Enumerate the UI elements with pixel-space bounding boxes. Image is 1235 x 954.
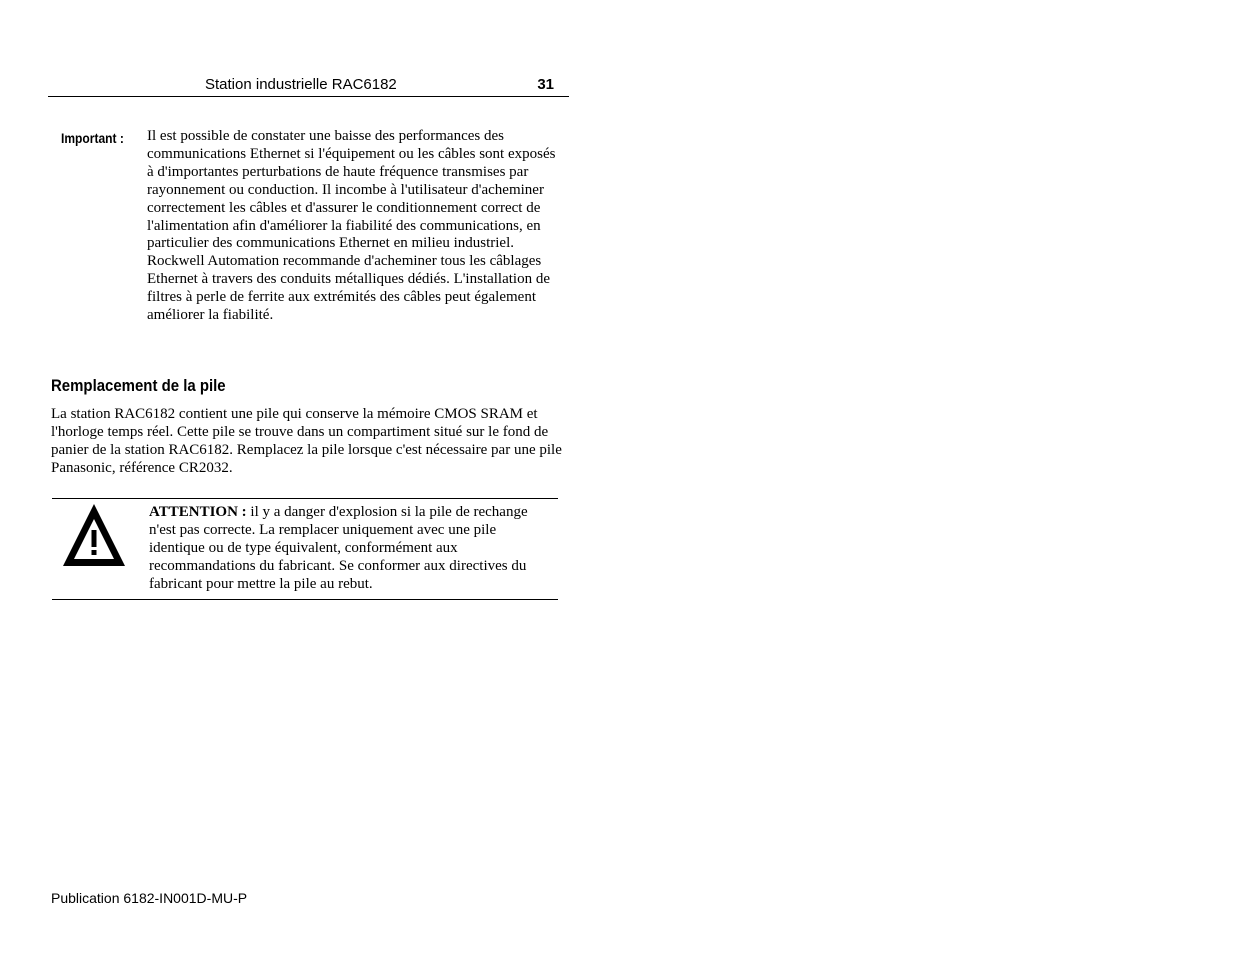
publication-footer: Publication 6182-IN001D-MU-P	[51, 890, 248, 906]
warning-triangle-icon	[61, 502, 127, 568]
important-label: Important :	[61, 130, 124, 146]
attention-box	[52, 498, 558, 600]
attention-message: il y a danger d'explosion si la pile de rechange n'est pas correcte. La remplacer uniquement avec une pile identique ou de type équivalent, conformément aux recommandations du fabricant. Se conformer aux directives du fabricant pour mettre la pile au rebut.	[149, 504, 528, 592]
attention-label: ATTENTION :	[149, 504, 247, 520]
section-body-text: La station RAC6182 contient une pile qui conserve la mémoire CMOS SRAM et l'horloge temps réel. Cette pile se trouve dans un compartiment situé sur le fond de panier de la station RAC6182. Remplacez la pile lorsque c'est nécessaire par une pile Panasonic, référence CR2032.	[51, 406, 562, 476]
attention-text	[149, 503, 554, 593]
header-title: Station industrielle RAC6182	[205, 76, 397, 93]
important-text: Il est possible de constater une baisse des performances des communications Ethernet si l'équipement ou les câbles sont exposés à d'importantes perturbations de haute fréquence transmises par rayonnement ou conduction. Il incombe à l'utilisateur d'acheminer correctement les câbles et d'assurer le conditionnement correct de l'alimentation afin d'améliorer la fiabilité des communications, en particulier des communications Ethernet en milieu industriel. Rockwell Automation recommande d'acheminer tous les câblages Ethernet à travers des conduits métalliques dédiés. L'installation de filtres à perle de ferrite aux extrémités des câbles peut également améliorer la fiabilité.	[147, 128, 556, 324]
page-header	[48, 74, 569, 97]
section-heading: Remplacement de la pile	[51, 376, 226, 395]
page-number: 31	[537, 76, 554, 93]
